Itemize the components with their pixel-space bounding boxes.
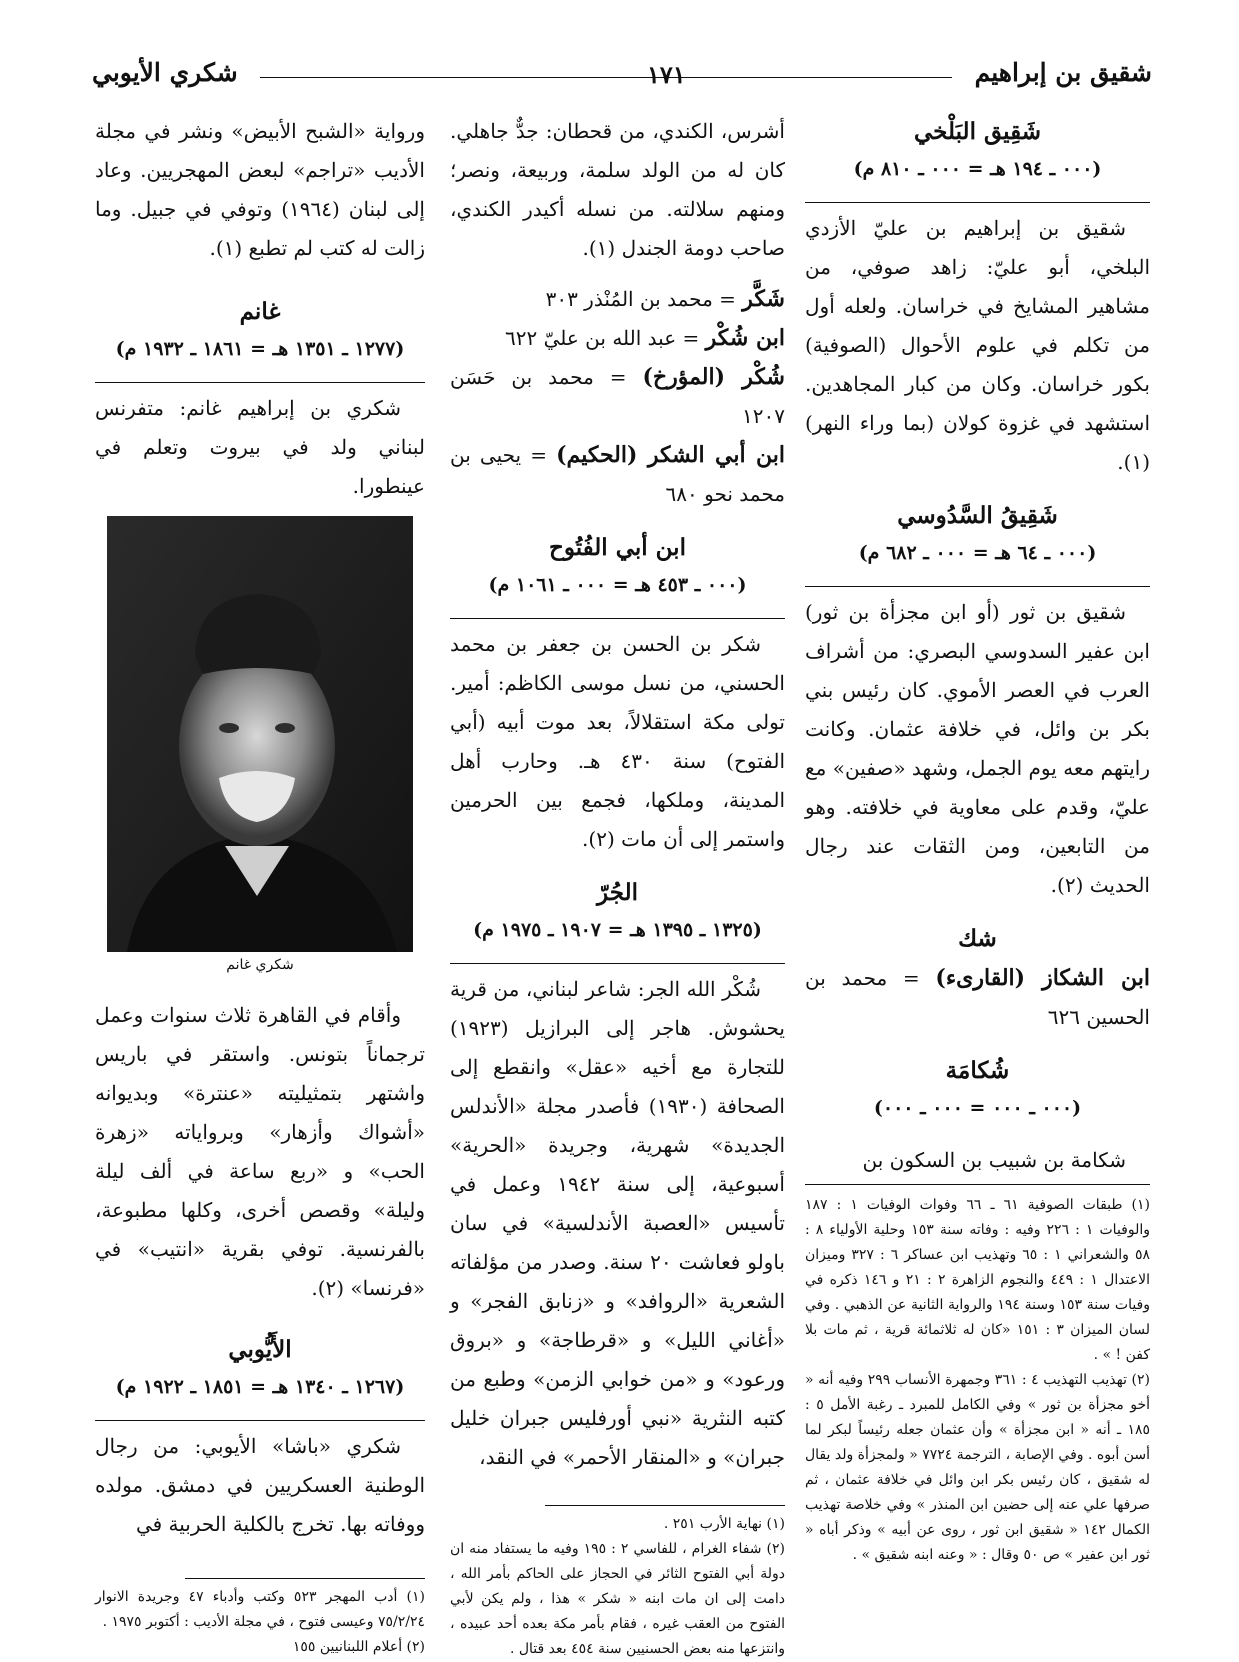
entry-body: أشرس، الكندي، من قحطان: جدٌّ جاهلي. كان له من الولد سلمة، وربيعة، ونصر؛ ومنهم سلالته. من نسله أكيدر الكندي، صاحب دومة الجندل (١). (450, 119, 785, 260)
entry-rule (805, 202, 1150, 203)
photo-caption: شكري غانم (226, 957, 294, 973)
header-right-title: شقيق بن إبراهيم (974, 58, 1152, 87)
footnote-rule (545, 1505, 785, 1506)
entry-title: شَقِيق البَلْخي (913, 118, 1041, 145)
cross-reference-target: = محمد بن المُنْذر ٣٠٣ (545, 287, 736, 311)
entry-rule (805, 586, 1150, 587)
spacer (450, 268, 785, 280)
footnote-rule (185, 1578, 425, 1579)
cross-reference-target: = محمد بن حَسَن ١٢٠٧ (450, 365, 785, 428)
entry-title: شُكامَة (945, 1057, 1010, 1084)
entry-rule (450, 963, 785, 964)
entry-body: شكامة بن شبيب بن السكون بن (862, 1148, 1126, 1172)
page-number: ١٧١ (647, 60, 686, 89)
cross-reference-target: = يحيى بن محمد نحو ٦٨٠ (450, 443, 785, 506)
entry-dates: (٠٠٠ ـ ٦٤ هـ = ٠٠٠ ـ ٦٨٢ م) (858, 542, 1097, 564)
cross-reference-name: ابن أبي الشكر (الحكيم) (556, 442, 785, 468)
cross-reference (805, 959, 1150, 1037)
entry-body: شقيق بن ثور (أو ابن مجزأة بن ثور) ابن عفير السدوسي البصري: من أشراف العرب في العصر الأموي. كان رئيس بني بكر بن وائل، في خلافة عثمان. وكانت رايتهم معه يوم الجمل، وشهد «صفين» مع عليّ، وقدم على معاوية في خلافته. وهو من التابعين، ومن الثقات عند رجال الحديث (٢). (805, 600, 1150, 897)
entry-dates: (٠٠٠ ـ ١٩٤ هـ = ٠٠٠ ـ ٨١٠ م) (853, 158, 1102, 180)
cross-reference-name: شُكْر (المؤرخ) (642, 364, 785, 390)
cross-reference (450, 436, 785, 514)
entry-title: غانم (239, 298, 281, 325)
column-left (95, 112, 425, 1660)
entry-title: شك (958, 925, 997, 952)
entry-body: شكر بن الحسن بن جعفر بن محمد الحسني، من نسل موسى الكاظم: أمير. تولى مكة استقلالاً، بعد موت أبيه (أبي الفتوح) سنة ٤٣٠ هـ. وحارب أهل المدينة، وملكها، فجمع بين الحرمين واستمر إلى أن مات (٢). (450, 632, 786, 851)
entry-rule (95, 382, 425, 383)
footnote: (٢) أعلام اللبنانيين ١٥٥ (292, 1639, 425, 1655)
entry-title: الجُرّ (597, 879, 638, 906)
entry-dates: (١٢٧٧ ـ ١٣٥١ هـ = ١٨٦١ ـ ١٩٣٢ م) (115, 338, 405, 360)
entry-dates: (١٣٢٥ ـ ١٣٩٥ هـ = ١٩٠٧ ـ ١٩٧٥ م) (473, 919, 762, 941)
entry-body: وأقام في القاهرة ثلاث سنوات وعمل ترجماناً بتونس. واستقر في باريس واشتهر بتمثيليته «عنترة» وبديوانه «أشواك وأزهار» وبرواياته «زهرة الحب» و «ربع ساعة في ألف ليلة وليلة» وقصص أخرى، وكلها مطبوعة، بالفرنسية. توفي بقرية «انتيب» في «فرنسا» (٢). (95, 1003, 425, 1300)
footnote: (١) أدب المهجر ٥٢٣ وكتب وأدباء ٤٧ وجريدة الانوار ٧٥/٢/٢٤ وعيسى فتوح ، في مجلة الأديب : أكتوبر ١٩٧٥ . (95, 1589, 425, 1630)
footnote: (٢) شفاء الغرام ، للفاسي ٢ : ١٩٥ وفيه ما يستفاد منه ان دولة أبي الفتوح الثائر في الحجاز على الحاكم بأمر الله ، دامت إلى ان مات ابنه « شكر » هذا ، ولم يكن لأبي الفتوح من العقب غيره ، فقام بأمر مكة بعده أحد عبيده ، وانتزعها منه بعض الحسنيين سنة ٤٥٤ بعد قتال . (450, 1541, 785, 1657)
entry-dates: (١٢٦٧ ـ ١٣٤٠ هـ = ١٨٥١ ـ ١٩٢٢ م) (115, 1376, 405, 1398)
portrait-photo (107, 516, 413, 952)
entry-title: ابن أبي الفُتُوح (549, 534, 686, 561)
entry-dates: (٠٠٠ ـ ٠٠٠ = ٠٠٠ ـ ٠٠٠) (873, 1097, 1082, 1119)
cross-reference-target: = محمد بن الحسين ٦٢٦ (805, 966, 1150, 1029)
cross-reference-name: شَكَّر (742, 286, 785, 312)
cross-reference-name: ابن الشكاز (القارىء) (935, 965, 1151, 991)
footnote: (٢) تهذيب التهذيب ٤ : ٣٦١ وجمهرة الأنساب ٢٩٩ وفيه أنه « أخو مجزأة بن ثور » وفي الكامل للمبرد ـ رغبة الأمل ٥ : ١٨٥ ـ أنه « ابن مجزأة » وأن عثمان جعله رئيساً لبكر لما أسن أبوه . وفي الإصابة ، الترجمة ٧٧٢٤ « ولمجزأة ولد يقال له شقيق ، كان رئيس بكر ابن وائل في خلافة عثمان ، ثم صرفها علي عنه إلى حضين ابن المنذر » وفي خلاصة تهذيب الكمال ١٤٢ « شقيق ابن ثور ، روى عن أبيه » وذكر أباه « ثور ابن عفير » ص ٥٠ وقال : « وعنه ابنه شقيق » . (804, 1372, 1151, 1563)
portrait-image (107, 516, 413, 952)
cross-reference-name: ابن شُكْر (705, 325, 785, 351)
entry-title: الأَيُّوبي (228, 1336, 292, 1363)
header-rule-left (260, 77, 632, 78)
entry-title: شَقِيقُ السَّدُوسي (897, 502, 1058, 529)
column-right (805, 112, 1150, 1568)
entry-rule (95, 1420, 425, 1421)
cross-reference (450, 358, 785, 436)
footnotes (805, 1184, 1150, 1568)
entry-body: شكري بن إبراهيم غانم: متفرنس لبناني ولد في بيروت وتعلم في عينطورا. (95, 396, 425, 498)
entry-body: شُكْر الله الجر: شاعر لبناني، من قرية يحشوش. هاجر إلى البرازيل (١٩٢٣) للتجارة مع أخيه «عقل» وانقطع إلى الصحافة (١٩٣٠) فأصدر مجلة «الأندلس الجديدة» شهرية، وجريدة «الحرية» أسبوعية، إلى سنة ١٩٤٢ وعمل في تأسيس «العصبة الأندلسية» في سان باولو فعاشت ٢٠ سنة. وصدر من مؤلفاته الشعرية «الروافد» و «زنابق الفجر» و «أغاني الليل» و «قرطاجة» و «بروق ورعود» و «من خوابي الزمن» وطبع من كتبه النثرية «نبي أورفليس جبران خليل جبران» و «المنقار الأحمر» في النقد، (450, 977, 785, 1469)
running-header (92, 58, 1152, 98)
footnote: (١) نهاية الأرب ٢٥١ . (663, 1516, 785, 1532)
entry-body: ورواية «الشبح الأبيض» ونشر في مجلة الأديب «تراجم» لبعض المهجريين. وعاد إلى لبنان (١٩٦٤) وتوفي في جبيل. وما زالت له كتب لم تطبع (١). (95, 119, 425, 260)
cross-reference-target: = عبد الله بن عليّ ٦٢٢ (505, 326, 700, 350)
cross-reference (450, 319, 785, 358)
footnote: (١) طبقات الصوفية ٦١ ـ ٦٦ وفوات الوفيات ١ : ١٨٧ والوفيات ١ : ٢٢٦ وفيه : وفاته سنة ١٥٣ وحلية الأولياء ٨ : ٥٨ والشعراني ١ : ٦٥ وتهذيب ابن عساكر ٦ : ٣٢٧ وميزان الاعتدال ١ : ٤٤٩ والنجوم الزاهرة ٢ : ٢١ و ١٤٦ ذكره في وفيات سنة ١٥٣ وسنة ١٩٤ والرواية الثانية عن الذهبي . وفي لسان الميزان ٣ : ١٥١ «كان له ثلاثمائة قرية ، ثم مات بلا كفن ! » . (805, 1197, 1151, 1363)
header-left-title: شكري الأيوبي (92, 58, 238, 87)
entry-body: شقيق بن إبراهيم بن عليّ الأزدي البلخي، أبو عليّ: زاهد صوفي، من مشاهير المشايخ في خراسان. ولعله أول من تكلم في علوم الأحوال (الصوفية) بكور خراسان. وكان من كبار المجاهدين. استشهد في غزوة كولان (بما وراء النهر) (١). (805, 216, 1150, 474)
entry-body: شكري «باشا» الأيوبي: من رجال الوطنية العسكريين في دمشق. مولده ووفاته بها. تخرج بالكلية الحربية في (95, 1434, 425, 1536)
column-middle (450, 112, 785, 1662)
entry-dates: (٠٠٠ ـ ٤٥٣ هـ = ٠٠٠ ـ ١٠٦١ م) (488, 574, 747, 596)
cross-reference (450, 280, 785, 319)
entry-rule (450, 618, 785, 619)
